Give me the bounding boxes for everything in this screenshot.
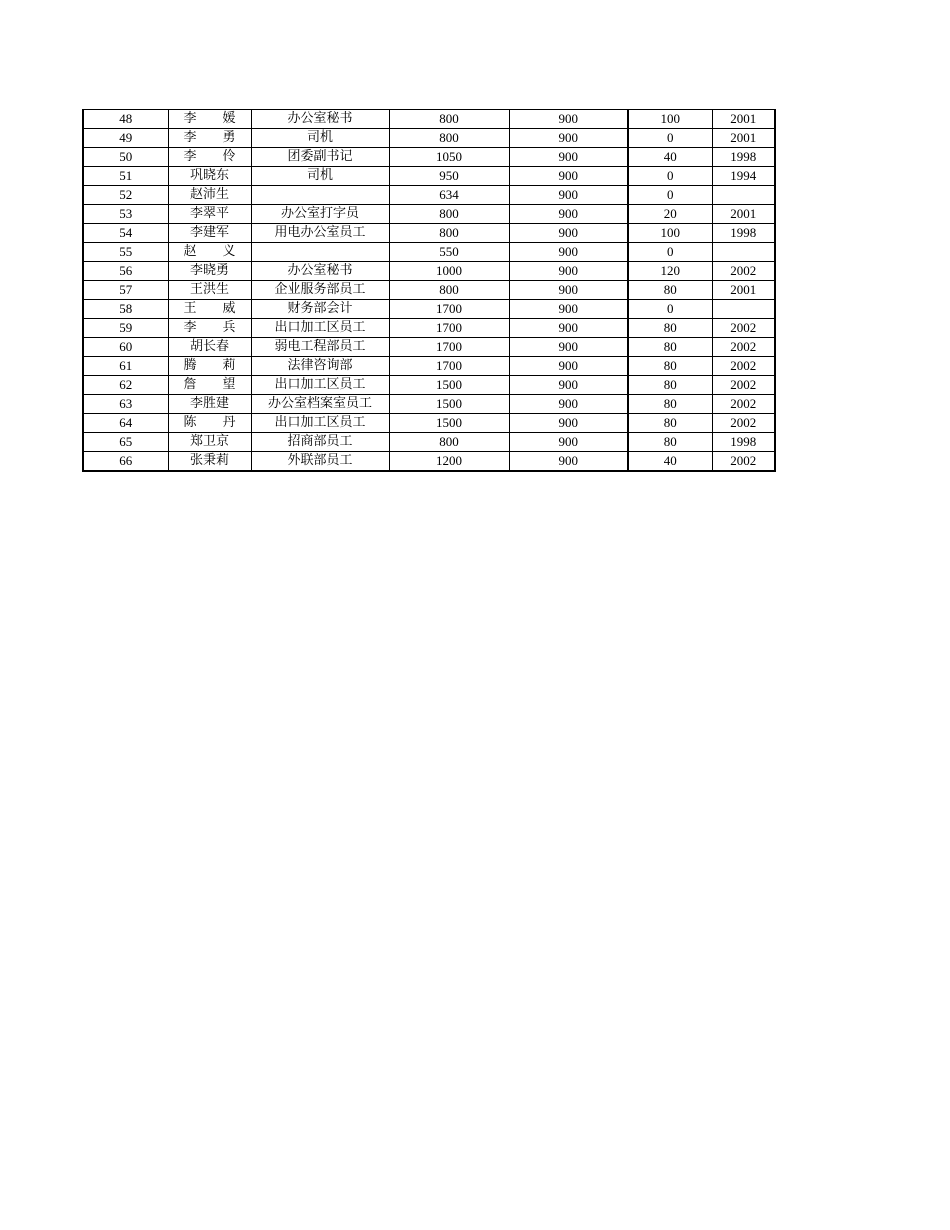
value1-cell: 800 <box>389 205 509 224</box>
row-number-cell: 55 <box>83 243 168 262</box>
row-number-cell: 51 <box>83 167 168 186</box>
name-cell: 郑卫京 <box>168 433 251 452</box>
position-cell <box>251 243 389 262</box>
value2-cell: 900 <box>509 452 628 472</box>
table-row <box>83 300 775 319</box>
name-cell: 李 兵 <box>168 319 251 338</box>
position-cell: 办公室秘书 <box>251 262 389 281</box>
value2-cell: 900 <box>509 262 628 281</box>
value1-cell: 634 <box>389 186 509 205</box>
value3-cell: 20 <box>628 205 712 224</box>
value3-cell: 100 <box>628 224 712 243</box>
value3-cell: 80 <box>628 433 712 452</box>
name-cell: 陈 丹 <box>168 414 251 433</box>
row-number-cell: 66 <box>83 452 168 472</box>
position-cell: 出口加工区员工 <box>251 376 389 395</box>
row-number-cell: 50 <box>83 148 168 167</box>
position-cell: 办公室档案室员工 <box>251 395 389 414</box>
value3-cell: 0 <box>628 129 712 148</box>
value3-cell: 100 <box>628 110 712 129</box>
value2-cell: 900 <box>509 167 628 186</box>
value1-cell: 1050 <box>389 148 509 167</box>
position-cell <box>251 186 389 205</box>
year-cell: 2002 <box>712 395 775 414</box>
table-row <box>83 281 775 300</box>
row-number-cell: 64 <box>83 414 168 433</box>
value1-cell: 800 <box>389 281 509 300</box>
value2-cell: 900 <box>509 129 628 148</box>
value2-cell: 900 <box>509 414 628 433</box>
position-cell: 外联部员工 <box>251 452 389 472</box>
value1-cell: 800 <box>389 110 509 129</box>
name-cell: 腾 莉 <box>168 357 251 376</box>
year-cell <box>712 300 775 319</box>
table-row <box>83 395 775 414</box>
value1-cell: 1000 <box>389 262 509 281</box>
position-cell: 团委副书记 <box>251 148 389 167</box>
position-cell: 法律咨询部 <box>251 357 389 376</box>
value1-cell: 1700 <box>389 357 509 376</box>
value2-cell: 900 <box>509 148 628 167</box>
name-cell: 李建军 <box>168 224 251 243</box>
year-cell: 2002 <box>712 452 775 472</box>
year-cell: 1994 <box>712 167 775 186</box>
position-cell: 出口加工区员工 <box>251 319 389 338</box>
year-cell: 2002 <box>712 319 775 338</box>
position-cell: 企业服务部员工 <box>251 281 389 300</box>
position-cell: 办公室秘书 <box>251 110 389 129</box>
row-number-cell: 61 <box>83 357 168 376</box>
value3-cell: 80 <box>628 281 712 300</box>
row-number-cell: 48 <box>83 110 168 129</box>
table-row <box>83 186 775 205</box>
name-cell: 赵沛生 <box>168 186 251 205</box>
table-row <box>83 129 775 148</box>
value3-cell: 80 <box>628 319 712 338</box>
row-number-cell: 52 <box>83 186 168 205</box>
value1-cell: 1700 <box>389 300 509 319</box>
value1-cell: 1200 <box>389 452 509 472</box>
row-number-cell: 57 <box>83 281 168 300</box>
name-cell: 张秉莉 <box>168 452 251 472</box>
name-cell: 李 媛 <box>168 110 251 129</box>
row-number-cell: 63 <box>83 395 168 414</box>
position-cell: 用电办公室员工 <box>251 224 389 243</box>
year-cell: 2002 <box>712 357 775 376</box>
value2-cell: 900 <box>509 186 628 205</box>
value3-cell: 80 <box>628 338 712 357</box>
table-row <box>83 414 775 433</box>
position-cell: 财务部会计 <box>251 300 389 319</box>
year-cell: 2002 <box>712 414 775 433</box>
value3-cell: 80 <box>628 395 712 414</box>
value2-cell: 900 <box>509 395 628 414</box>
name-cell: 王洪生 <box>168 281 251 300</box>
position-cell: 司机 <box>251 129 389 148</box>
table-row <box>83 224 775 243</box>
row-number-cell: 59 <box>83 319 168 338</box>
value2-cell: 900 <box>509 281 628 300</box>
value2-cell: 900 <box>509 205 628 224</box>
value2-cell: 900 <box>509 300 628 319</box>
value3-cell: 80 <box>628 414 712 433</box>
table-row <box>83 433 775 452</box>
row-number-cell: 54 <box>83 224 168 243</box>
position-cell: 弱电工程部员工 <box>251 338 389 357</box>
year-cell: 1998 <box>712 148 775 167</box>
name-cell: 李 勇 <box>168 129 251 148</box>
year-cell <box>712 186 775 205</box>
row-number-cell: 65 <box>83 433 168 452</box>
name-cell: 李 伶 <box>168 148 251 167</box>
year-cell: 2001 <box>712 110 775 129</box>
value2-cell: 900 <box>509 243 628 262</box>
row-number-cell: 58 <box>83 300 168 319</box>
year-cell: 1998 <box>712 433 775 452</box>
table-row <box>83 357 775 376</box>
table-row <box>83 205 775 224</box>
position-cell: 招商部员工 <box>251 433 389 452</box>
value2-cell: 900 <box>509 357 628 376</box>
year-cell <box>712 243 775 262</box>
value2-cell: 900 <box>509 433 628 452</box>
table-row <box>83 452 775 472</box>
value1-cell: 800 <box>389 433 509 452</box>
row-number-cell: 53 <box>83 205 168 224</box>
value1-cell: 550 <box>389 243 509 262</box>
year-cell: 2002 <box>712 338 775 357</box>
value3-cell: 40 <box>628 452 712 472</box>
row-number-cell: 62 <box>83 376 168 395</box>
value3-cell: 0 <box>628 186 712 205</box>
year-cell: 2001 <box>712 281 775 300</box>
table-row <box>83 243 775 262</box>
name-cell: 赵 义 <box>168 243 251 262</box>
value1-cell: 1700 <box>389 319 509 338</box>
value3-cell: 120 <box>628 262 712 281</box>
value1-cell: 950 <box>389 167 509 186</box>
value3-cell: 0 <box>628 300 712 319</box>
value2-cell: 900 <box>509 376 628 395</box>
table-row <box>83 148 775 167</box>
year-cell: 2001 <box>712 129 775 148</box>
name-cell: 胡长春 <box>168 338 251 357</box>
name-cell: 巩晓东 <box>168 167 251 186</box>
value3-cell: 0 <box>628 243 712 262</box>
value2-cell: 900 <box>509 110 628 129</box>
position-cell: 出口加工区员工 <box>251 414 389 433</box>
row-number-cell: 56 <box>83 262 168 281</box>
position-cell: 司机 <box>251 167 389 186</box>
table-row <box>83 319 775 338</box>
row-number-cell: 60 <box>83 338 168 357</box>
year-cell: 2001 <box>712 205 775 224</box>
year-cell: 2002 <box>712 376 775 395</box>
table-row <box>83 110 775 129</box>
value1-cell: 1500 <box>389 376 509 395</box>
name-cell: 詹 望 <box>168 376 251 395</box>
table-row <box>83 167 775 186</box>
table-row <box>83 262 775 281</box>
table-body <box>83 110 775 472</box>
value1-cell: 1700 <box>389 338 509 357</box>
year-cell: 1998 <box>712 224 775 243</box>
value2-cell: 900 <box>509 224 628 243</box>
employee-table <box>82 109 776 472</box>
value3-cell: 80 <box>628 357 712 376</box>
year-cell: 2002 <box>712 262 775 281</box>
value1-cell: 1500 <box>389 395 509 414</box>
value1-cell: 800 <box>389 224 509 243</box>
value2-cell: 900 <box>509 319 628 338</box>
table-row <box>83 376 775 395</box>
value3-cell: 0 <box>628 167 712 186</box>
name-cell: 李晓勇 <box>168 262 251 281</box>
value1-cell: 800 <box>389 129 509 148</box>
position-cell: 办公室打字员 <box>251 205 389 224</box>
table-row <box>83 338 775 357</box>
name-cell: 李胜建 <box>168 395 251 414</box>
value2-cell: 900 <box>509 338 628 357</box>
value3-cell: 80 <box>628 376 712 395</box>
value1-cell: 1500 <box>389 414 509 433</box>
value3-cell: 40 <box>628 148 712 167</box>
name-cell: 李翠平 <box>168 205 251 224</box>
name-cell: 王 威 <box>168 300 251 319</box>
row-number-cell: 49 <box>83 129 168 148</box>
